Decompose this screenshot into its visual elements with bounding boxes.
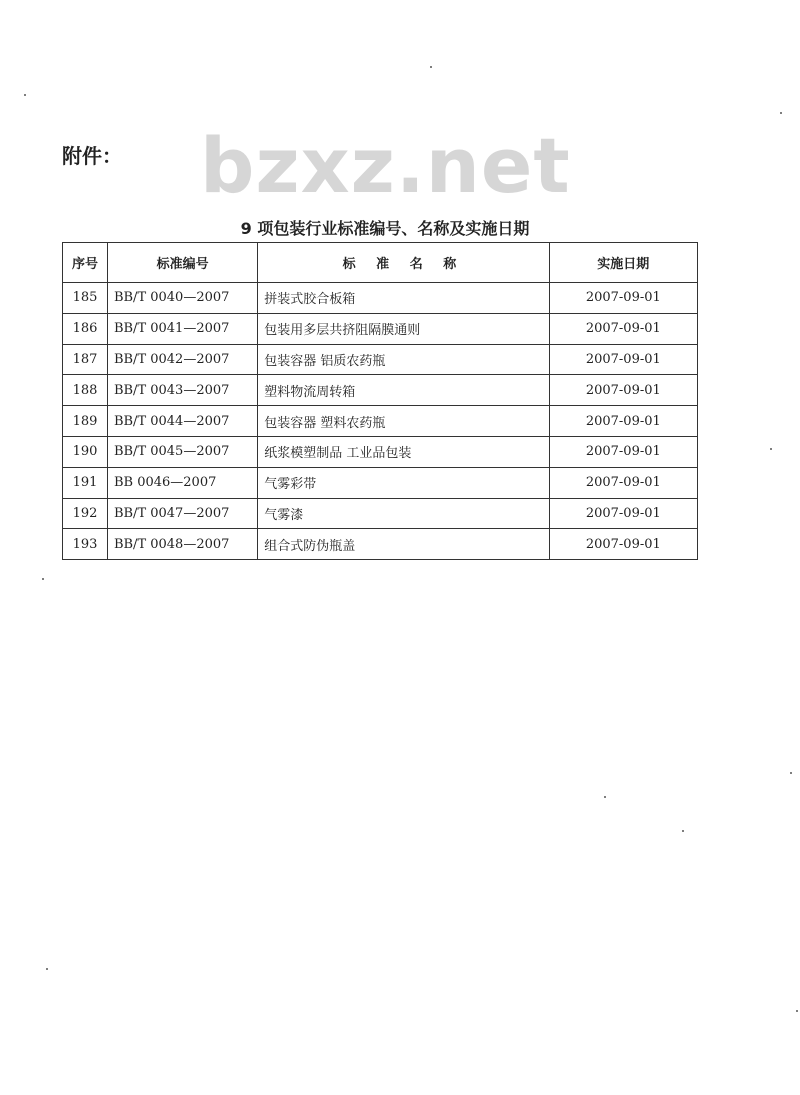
cell-code: BB/T 0044—2007 (107, 406, 257, 437)
cell-name: 纸浆模塑制品 工业品包装 (258, 436, 549, 467)
cell-date: 2007-09-01 (549, 375, 697, 406)
cell-date: 2007-09-01 (549, 467, 697, 498)
cell-date: 2007-09-01 (549, 313, 697, 344)
cell-seq: 190 (63, 436, 108, 467)
scan-speck (790, 772, 792, 774)
cell-code: BB/T 0047—2007 (107, 498, 257, 529)
cell-seq: 187 (63, 344, 108, 375)
header-date: 实施日期 (549, 243, 697, 283)
table-row (63, 313, 698, 344)
cell-seq: 186 (63, 313, 108, 344)
cell-seq: 193 (63, 529, 108, 560)
scan-speck (780, 112, 782, 114)
cell-date: 2007-09-01 (549, 283, 697, 314)
scan-speck (46, 968, 48, 970)
cell-name: 拼装式胶合板箱 (258, 283, 549, 314)
header-seq: 序号 (63, 243, 108, 283)
cell-name: 气雾彩带 (258, 467, 549, 498)
cell-date: 2007-09-01 (549, 498, 697, 529)
cell-date: 2007-09-01 (549, 529, 697, 560)
cell-name: 气雾漆 (258, 498, 549, 529)
table-row (63, 344, 698, 375)
cell-code: BB/T 0041—2007 (107, 313, 257, 344)
header-code: 标准编号 (107, 243, 257, 283)
scan-speck (770, 448, 772, 450)
cell-name: 塑料物流周转箱 (258, 375, 549, 406)
table-row (63, 375, 698, 406)
cell-code: BB/T 0043—2007 (107, 375, 257, 406)
header-name: 标 准 名 称 (258, 243, 549, 283)
scan-speck (42, 578, 44, 580)
table-row (63, 498, 698, 529)
cell-seq: 192 (63, 498, 108, 529)
cell-name: 包装用多层共挤阻隔膜通则 (258, 313, 549, 344)
table-row (63, 467, 698, 498)
scan-speck (604, 796, 606, 798)
cell-date: 2007-09-01 (549, 436, 697, 467)
cell-name: 包装容器 塑料农药瓶 (258, 406, 549, 437)
cell-name: 组合式防伪瓶盖 (258, 529, 549, 560)
attachment-label: 附件： (62, 144, 122, 168)
cell-date: 2007-09-01 (549, 344, 697, 375)
cell-date: 2007-09-01 (549, 406, 697, 437)
cell-seq: 189 (63, 406, 108, 437)
scan-speck (24, 94, 26, 96)
table-row (63, 283, 698, 314)
table-row (63, 529, 698, 560)
table-title: 9 项包装行业标准编号、名称及实施日期 (240, 219, 530, 238)
cell-seq: 191 (63, 467, 108, 498)
cell-code: BB/T 0040—2007 (107, 283, 257, 314)
scan-speck (430, 66, 432, 68)
table-header-row (63, 243, 698, 283)
standards-table (62, 242, 698, 560)
cell-code: BB/T 0045—2007 (107, 436, 257, 467)
scan-speck (796, 1010, 798, 1012)
cell-code: BB/T 0048—2007 (107, 529, 257, 560)
cell-seq: 185 (63, 283, 108, 314)
table-row (63, 436, 698, 467)
watermark: bzxz.net (200, 121, 571, 210)
table-row (63, 406, 698, 437)
scan-speck (682, 830, 684, 832)
cell-code: BB 0046—2007 (107, 467, 257, 498)
cell-code: BB/T 0042—2007 (107, 344, 257, 375)
cell-name: 包装容器 铝质农药瓶 (258, 344, 549, 375)
cell-seq: 188 (63, 375, 108, 406)
